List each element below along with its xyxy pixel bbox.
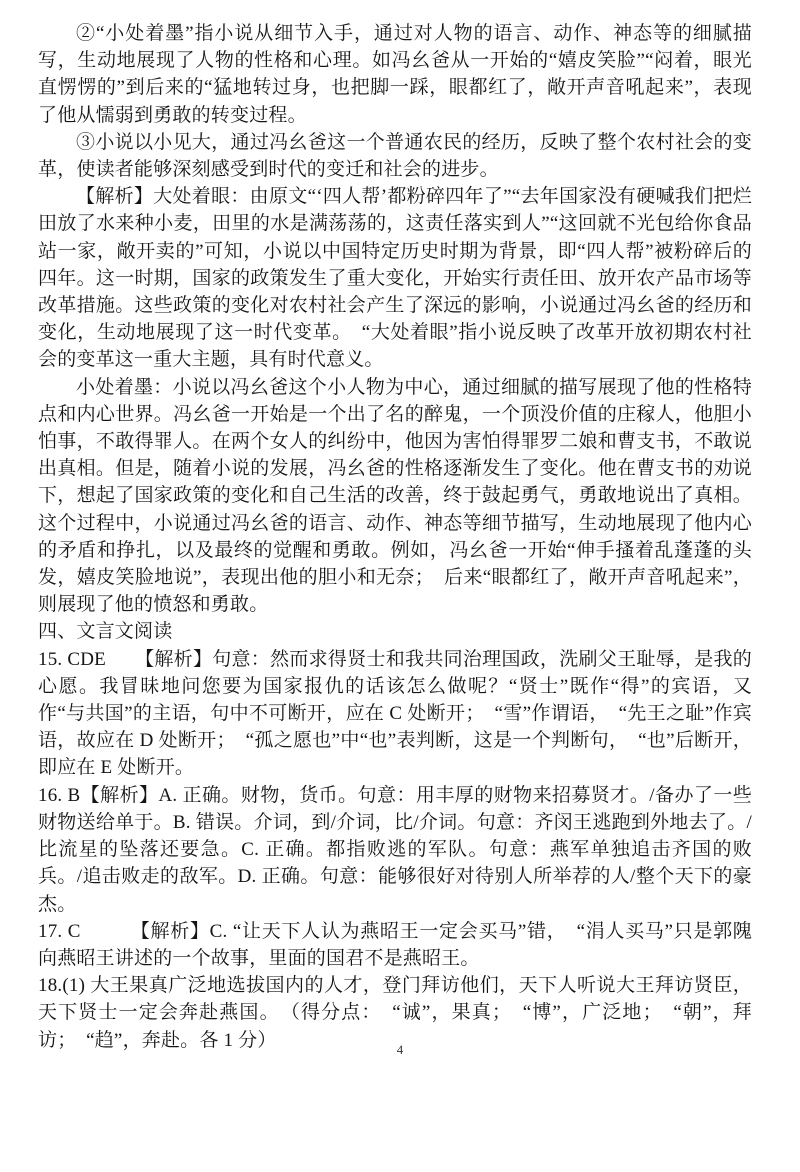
answer-item-16: 16. B【解析】A. 正确。财物，货币。句意：用丰厚的财物来招募贤才。/备办了一些财物送给单于。B. 错误。介词，到/介词，比/介词。句意：齐闵王逃跑到外地去了。/比流星的坠落还要急。C. 正确。都指败逃的军队。句意：燕军单独追击齐国的败兵。/追击败走的敌军。D. 正确。句意：能够很好对待别人所举荐的人/整个天下的豪杰。 <box>38 784 752 915</box>
analysis-dachuzhuoyan-paragraph: 【解析】大处着眼：由原文“‘四人帮’都粉碎四年了”“去年国家没有硬喊我们把烂田放了水来种小麦，田里的水是满荡荡的，这责任落实到人”“这回就不光包给你食品站一家，敞开卖的”可知，小说以中国特定历史时期为背景，即“四人帮”被粉碎后的四年。这一时期，国家的政策发生了重大变化，开始实行责任田、放开农产品市场等改革措施。这些政策的变化对农村社会产生了深远的影响，小说通过冯幺爸的经历和变化，生动地展现了这一时代变革。 “大处着眼”指小说反映了改革开放初期农村社会的变革这一重大主题，具有时代意义。 <box>38 186 752 371</box>
answer-item-17: 17. C 【解析】C. “让天下人认为燕昭王一定会买马”错， “涓人买马”只是郭隗向燕昭王讲述的一个故事，里面的国君不是燕昭王。 <box>38 920 752 969</box>
section-heading-classical-reading: 四、文言文阅读 <box>38 621 173 643</box>
page-number: 4 <box>396 1042 404 1057</box>
answer-item-18: 18.(1) 大王果真广泛地选拔国内的人才，登门拜访他们，天下人听说大王拜访贤臣，天下贤士一定会奔赴燕国。 （得分点： “诚”，果真； “博”，广泛地； “朝”，拜访； “趋”，奔赴。各 1 分） <box>38 975 752 1051</box>
document-content <box>38 20 752 1054</box>
answer-paragraph-3: ③小说以小见大，通过冯幺爸这一个普通农民的经历，反映了整个农村社会的变革，使读者能够深刻感受到时代的变迁和社会的进步。 <box>38 131 752 181</box>
answer-paragraph-2: ②“小处着墨”指小说从细节入手，通过对人物的语言、动作、神态等的细腻描写，生动地展现了人物的性格和心理。如冯幺爸从一开始的“嬉皮笑脸”“闷着，眼光直愣愣的”到后来的“猛地转过身，也把脚一踩，眼都红了，敞开声音吼起来”，表现了他从懦弱到勇敢的转变过程。 <box>38 23 752 126</box>
analysis-xiaochuzhuomo-paragraph: 小处着墨：小说以冯幺爸这个小人物为中心，通过细腻的描写展现了他的性格特点和内心世界。冯幺爸一开始是一个出了名的醉鬼，一个顶没价值的庄稼人，他胆小怕事，不敢得罪人。在两个女人的纠纷中，他因为害怕得罪罗二娘和曹支书，不敢说出真相。但是，随着小说的发展，冯幺爸的性格逐渐发生了变化。他在曹支书的劝说下，想起了国家政策的变化和自己生活的改善，终于鼓起勇气，勇敢地说出了真相。这个过程中，小说通过冯幺爸的语言、动作、神态等细节描写，生动地展现了他内心的矛盾和挣扎，以及最终的觉醒和勇敢。例如，冯幺爸一开始“伸手搔着乱蓬蓬的头发，嬉皮笑脸地说”，表现出他的胆小和无奈； 后来“眼都红了，敞开声音吼起来”，则展现了他的愤怒和勇敢。 <box>38 376 752 616</box>
answer-item-15: 15. CDE 【解析】句意：然而求得贤士和我共同治理国政，洗刷父王耻辱，是我的心愿。我冒昧地问您要为国家报仇的话该怎么做呢？“贤士”既作“得”的宾语，又作“与共国”的主语，句中不可断开，应在 C 处断开； “雪”作谓语， “先王之耻”作宾语，故应在 D 处断开； “孤之愿也”中“也”表判断，这是一个判断句， “也”后断开，即应在 E 处断开。 <box>38 648 752 779</box>
